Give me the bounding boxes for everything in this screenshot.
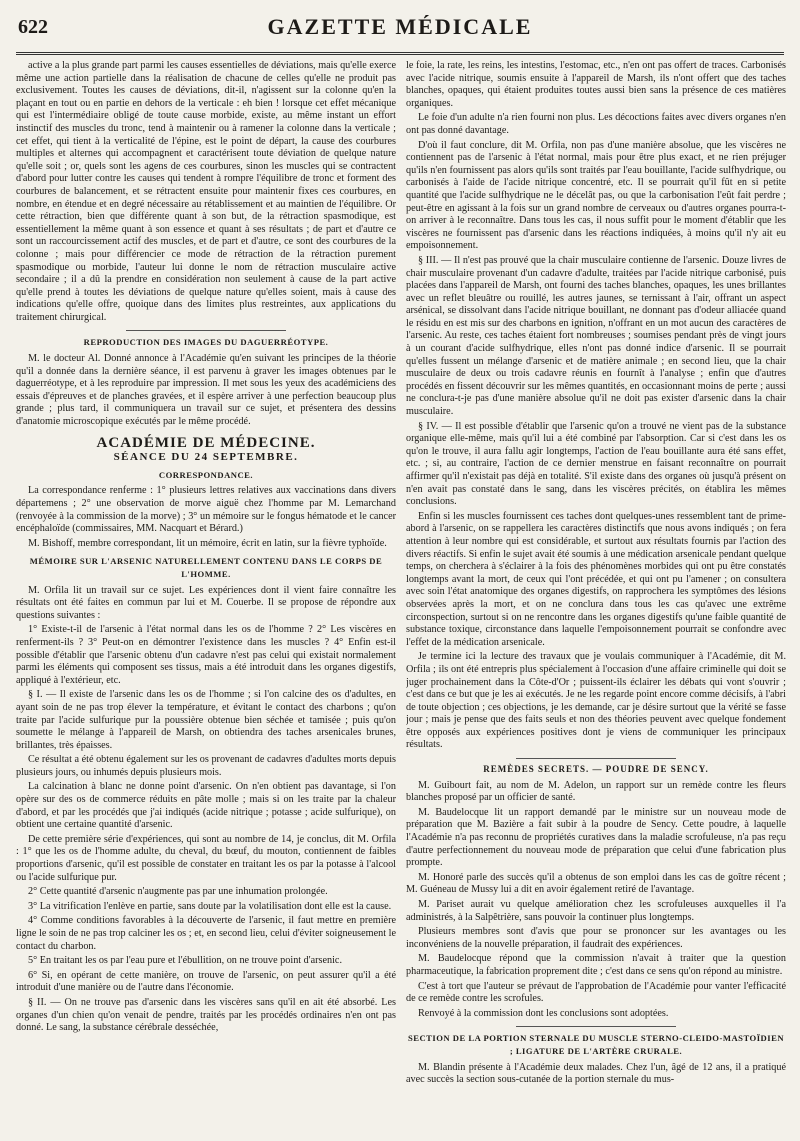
paragraph: le foie, la rate, les reins, les intestins, l'estomac, etc., n'en ont pas offert de traces. Carbonisés avec l'acide nitrique, soumis ensuite à l'appareil de Marsh, ils n'ont offert que des taches blanches, opaques, qui étaient produites toutes aussi bien sans la présence de ces matières organiques. xyxy=(406,60,786,109)
section-heading: REPRODUCTION DES IMAGES DU DAGUERRÉOTYPE. xyxy=(83,337,329,348)
section-heading: CORRESPONDANCE. xyxy=(158,469,254,480)
paragraph: § IV. — Il est possible d'établir que l'arsenic qu'on a trouvé ne vient pas de la substance organique elle-même, mais qu'il lui a été combiné par l'absorption. Car si c'est dans les os qu'on le trouve, il aura fallu agir longtemps, l'action de l'eau bouillante aura été sans effet, etc. ; si, au contraire, l'action de ce dernier menstrue en faisant reconnaître on pourrait affirmer qu'il n'existait pas déjà en totalité. S'il existe dans des organes où jusqu'à présent on n'en avait pas constaté dans le sang, dans les viscères précités, on établira les mêmes conclusions. xyxy=(406,420,786,508)
paragraph: § II. — On ne trouve pas d'arsenic dans les viscères sans qu'il en ait été absorbé. Les organes d'un chien qu'on venait de pendre, traités par les procédés ordinaires n'en ont pas donné. Le sang, la substance cérébrale desséchée, xyxy=(16,996,396,1034)
paragraph: Ce résultat a été obtenu également sur les os provenant de cadavres d'adultes morts depuis plusieurs jours, ou inhumés depuis plusieurs mois. xyxy=(16,754,396,778)
paragraph: D'où il faut conclure, dit M. Orfila, non pas d'une manière absolue, que les viscères ne contiennent pas de l'arsenic à l'état normal, mais pour être plus exact, et ne rien préjuger qu'ils n'en fournissent pas alors qu'ils sont traités par l'eau bouillante, l'acide sulfhydrique, ou carbonisés à l'aide de l'acide nitrique concentré, etc. Il se pourrait qu'il fût en si petite quantité que l'acide sulfhydrique ne le décelât pas, ou que la carbonisation l'eût fait perdre ; peut-être en agissant à la fois sur un grand nombre de cerveaux ou d'autres organes pourra-t-on arriver à le reconnaître. Dans tous les cas, il nous suffit pour le moment d'établir que les viscères ne fournissent pas d'arsenic dans les réactions indiquées, à moins qu'il n'y ait eu empoisonnement. xyxy=(406,139,786,252)
paragraph: La calcination à blanc ne donne point d'arsenic. On n'en obtient pas davantage, si l'on opère sur des os de commerce réduits en pâte molle ; mais si on les traite par la chaleur d'abord, et par les procédés que j'ai indiqués (acide nitrique ; potasse ; acide sulfurique), on obtient une certaine quantité d'arsenic. xyxy=(16,781,396,831)
divider xyxy=(516,1026,676,1027)
paragraph: M. le docteur Al. Donné annonce à l'Académie qu'en suivant les principes de la théorie qu'il a donnée dans la dernière séance, il est parvenu à graver les images obtenues par le daguerréotype, et à les reproduire par impression. Il met sous les yeux des académiciens des essais d'épreuves et de planches gravées, et il espère arriver à une perfection beaucoup plus grande ; plus tard, il communiquera un travail sur ce sujet, et présentera des dessins d'anatomie microscopique exécutés par le même procédé. xyxy=(16,353,396,428)
paragraph: Enfin si les muscles fournissent ces taches dont quelques-unes ressemblent tant de prime-abord à l'arsenic, on se rappellera les caractères distinctifs que nous avons indiqués ; on fera attention à leur nombre qui est considérable, et surtout aux résultats fournis par l'action des divers réactifs. Si enfin le sujet avait été soumis à une médication arsenicale pendant quelque temps, on cherchera à s'éclairer à la fois des phénomènes morbides qui ont pu être constatés longtemps avant la mort, de ceux qui l'ont précédée, et qui ont pu l'amener ; on consultera avec soin l'état anatomique des organes digestifs, on rapprochera les symptômes des lésions observées après la mort, et on ne conclura dans tous les cas qu'avec une extrême circonspection, surtout si on ne rencontre dans les organes digestifs qu'une faible quantité de substance toxique, circonstance dans laquelle l'empoisonnement pourrait se confondre avec l'effet de la médication arsenicale. xyxy=(406,510,786,648)
paragraph: 6° Si, en opérant de cette manière, on trouve de l'arsenic, on peut assurer qu'il a été introduit d'une manière ou de l'autre dans l'économie. xyxy=(16,969,396,994)
paragraph: 1° Existe-t-il de l'arsenic à l'état normal dans les os de l'homme ? 2° Les viscères en renferment-ils ? 3° Peut-on en démontrer l'existence dans les muscles ? 4° Enfin est-il possible d'établir que l'arsenic obtenu d'un cadavre n'est pas celui qui existait normalement parmi les éléments qui composent ses tissus, mais a été introduit dans les organes digestifs, appliqué à l'extérieur, etc. xyxy=(16,624,396,686)
section-heading: SECTION DE LA PORTION STERNALE DU MUSCLE STERNO-CLEIDO-MASTOÏDIEN ; LIGATURE DE L'ARTÈRE CRURALE. xyxy=(407,1033,785,1056)
paragraph: M. Guibourt fait, au nom de M. Adelon, un rapport sur un remède contre les fleurs blanches proposé par un officier de santé. xyxy=(406,779,786,804)
article-columns xyxy=(16,60,786,1132)
paragraph: § III. — Il n'est pas prouvé que la chair musculaire contienne de l'arsenic. Douze livres de chair musculaire provenant d'un cadavre d'adulte, traitées par l'acide nitrique carbonisé, puis placées dans l'appareil de Marsh, ont fourni des taches blanches, opaques, les unes brillantes avec un reflet bleuâtre ou rouillé, les autres jaunes, se ternissant à l'air, offrant un aspect arsénical, se dissolvant dans l'acide nitrique bouillant, ne donnant pas d'odeur alliacée quand le résidu en est mis sur des charbons en ignition, n'offrant en un mot aucun des caractères de l'arsenic. Au reste, ces taches étaient fort nombreuses ; soumises pendant près de vingt jours à un courant d'acide sulfhydrique, elles n'ont pas donné indice d'arsenic. Il se pourrait qu'elles fussent un mélange d'arsenic et de matière animale ; en second lieu, que la chair musculaire de deux ou trois cadavre réunis en fournît à l'analyse ; enfin que d'autres procédés en fissent découvrir sur les mêmes quantités, en occasionnant moins de perte ; aussi ne conclura-t-je pas d'une manière absolue qu'il ne doit pas exister d'arsenic dans la chair musculaire. xyxy=(406,254,786,418)
paragraph: Plusieurs membres sont d'avis que pour se prononcer sur les avantages ou les inconvéniens de la nouvelle préparation, il faudrait des expériences. xyxy=(406,926,786,950)
paragraph: 5° En traitant les os par l'eau pure et l'ébullition, on ne trouve point d'arsenic. xyxy=(28,955,342,967)
page-number: 622 xyxy=(18,16,48,38)
paragraph: 2° Cette quantité d'arsenic n'augmente pas par une inhumation prolongée. xyxy=(28,886,328,898)
section-heading: REMÈDES SECRETS. — POUDRE DE SENCY. xyxy=(483,764,709,775)
paragraph: active a la plus grande part parmi les causes essentielles de déviations, mais qu'elle exerce même une action partielle dans la réalisation de chacune de celles qu'elle ne produit pas exclusivement. Toutes les causes de déviations, dit-il, n'agissent sur la colonne qu'en la plaçant en tout ou en partie en dehors de la verticale : eh bien ! lorsque cet effet mécanique qui est l'intermédiaire obligé de toute cause morbide, existe, au même instant un effort instinctif des muscles du tronc, tend à maintenir ou à ramener la colonne dans la verticale ; cet effet, qui tient à la verticalité de l'épine, est le point de départ, la cause des courbures multiples et alternes qui accompagnent et caractérisent toute déviation de quelque nature qu'elle soit ; or, quels sont les agens de ces courbures, sinon les muscles qui se contractent d'abord pour lutter contre les causes qui tendent à rompre l'équilibre de tronc et forment des courbures de balancement, et se rétractent ensuite pour maintenir fixes ces courbures, en nombre, en étendue et en degré nécessaire au rétablissement et au maintien de l'équilibre. Or cette rétraction, bien que différente quant à son but, de la rétraction spasmodique, est essentiellement la même quant à son essence et quant à ses résultats ; de part et d'autre ce sont un raccourcissement actif des muscles, et de part et d'autre, ce sont des courbures de la colonne ; mais pour différencier ce mode de rétraction de la rétraction purement spasmodique ou morbide, l'auteur lui donne le nom de rétraction musculaire active secondaire ; il a dû la prendre en considération non seulement à cause de la part active qu'elle prend à toutes les déviations de quelque nature qu'elles soient, mais à cause des indications qu'elle offre, quoique dans des limites plus restreintes, aux applications du traitement chirurgical. xyxy=(16,60,396,323)
left-column xyxy=(16,60,396,1132)
divider xyxy=(516,758,676,759)
session-heading: SÉANCE DU 24 SEPTEMBRE. xyxy=(113,451,299,464)
paragraph: M. Baudelocque répond que la commission n'avait à traiter que la question pharmaceutique, la fabrication proprement dite ; c'est dans ce sens qu'on répond au ministre. xyxy=(406,953,786,977)
paragraph: Je termine ici la lecture des travaux que je voulais communiquer à l'Académie, dit M. Orfila ; ils ont été entrepris plus spécialement à l'occasion d'une affaire criminelle qui doit se juger prochainement dans la Côte-d'Or ; puissent-ils éclairer les débats qui vont s'ouvrir ; c'est dans ce but que je les ai exécutés. Je ne les regarde point encore comme décisifs, à l'abri de toute objection ; ces objections, je les demande, car je désire surtout que la vérité se fasse jour ; mais je pense que des faits seuls et non des théories peuvent avec quelque fondement être opposés aux expériences positives dont je viens de communiquer les principaux résultats. xyxy=(406,651,786,751)
paragraph: M. Honoré parle des succès qu'il a obtenus de son emploi dans les cas de goître récent ; M. Guéneau de Mussy lui a dit en avoir également retiré de l'avantage. xyxy=(406,871,786,896)
paragraph: Le foie d'un adulte n'a rien fourni non plus. Les décoctions faites avec divers organes n'en ont pas donné davantage. xyxy=(406,112,786,136)
paragraph: M. Orfila lit un travail sur ce sujet. Les expériences dont il vient faire connaître les résultats ont été faites en commun par lui et M. Couerbe. Il se propose de répondre aux questions suivantes : xyxy=(16,584,396,621)
paragraph: Renvoyé à la commission dont les conclusions sont adoptées. xyxy=(418,1007,669,1019)
paragraph: 4° Comme conditions favorables à la découverte de l'arsenic, il faut mettre en première ligne le soin de ne pas trop calciner les os ; et, en second lieu, celui d'éviter soigneusement le contact du charbon. xyxy=(16,915,396,952)
paragraph: C'est à tort que l'auteur se prévaut de l'approbation de l'Académie pour vanter l'efficacité de ce remède contre les scrofules. xyxy=(406,980,786,1005)
masthead xyxy=(16,12,784,55)
journal-title: GAZETTE MÉDICALE xyxy=(267,14,533,39)
paragraph: La correspondance renferme : 1° plusieurs lettres relatives aux vaccinations dans divers départemens ; 2° une observation de morve aiguë chez l'homme par M. Lemarchand (renvoyée à la commission de la morve) ; 3° un mémoire sur le fongus hématode et le cancer encéphaloïde (commissaires, MM. Nacquart et Bérard.) xyxy=(16,485,396,535)
paragraph: § I. — Il existe de l'arsenic dans les os de l'homme ; si l'on calcine des os d'adultes, en ayant soin de ne pas trop élever la température, et évitant le contact des charbons ; qu'on traite par l'acide sulfurique pur la poussière obtenue bien séchée et tamisée ; puis qu'on soumette le mélange à l'appareil de Marsh, on obtiendra des taches arsenicales brunes, brillantes, très épaisses. xyxy=(16,689,396,751)
paragraph: M. Pariset aurait vu quelque amélioration chez les scrofuleuses auxquelles il l'a administrés, à la Salpêtrière, sans pouvoir la continuer plus longtemps. xyxy=(406,899,786,923)
section-heading: MÉMOIRE SUR L'ARSENIC NATURELLEMENT CONTENU DANS LE CORPS DE L'HOMME. xyxy=(29,556,383,579)
divider xyxy=(126,330,286,331)
paragraph: 3° La vitrification l'enlève en partie, sans doute par la volatilisation dont elle est la cause. xyxy=(28,900,392,912)
paragraph: M. Blandin présente à l'Académie deux malades. Chez l'un, âgé de 12 ans, il a pratiqué avec succès la section sous-cutanée de la portion sternale du mus- xyxy=(406,1061,786,1086)
paragraph: De cette première série d'expériences, qui sont au nombre de 14, je conclus, dit M. Orfila : 1° que les os de l'homme adulte, du cheval, du bœuf, du mouton, contiennent de faibles proportions d'arsenic, qu'il est possible de constater en traitant les os par la potasse à l'alcool ou l'acide sulfurique pur. xyxy=(16,833,396,883)
academy-heading: ACADÉMIE DE MÉDECINE. xyxy=(96,434,316,451)
paragraph: M. Bishoff, membre correspondant, lit un mémoire, écrit en latin, sur la fièvre typhoïde. xyxy=(28,537,387,549)
right-column xyxy=(406,60,786,1132)
paragraph: M. Baudelocque lit un rapport demandé par le ministre sur un nouveau mode de préparation que M. Bazière a fait subir à la poudre de Sency. Cette poudre, à laquelle l'Académie n'a pas reconnu de propriétés curatives dans la maladie scrofuleuse, n'a pas reçu d'autre perfectionnement du nouveau mode de préparation que celui d'une fabrication plus prompte. xyxy=(406,806,786,869)
